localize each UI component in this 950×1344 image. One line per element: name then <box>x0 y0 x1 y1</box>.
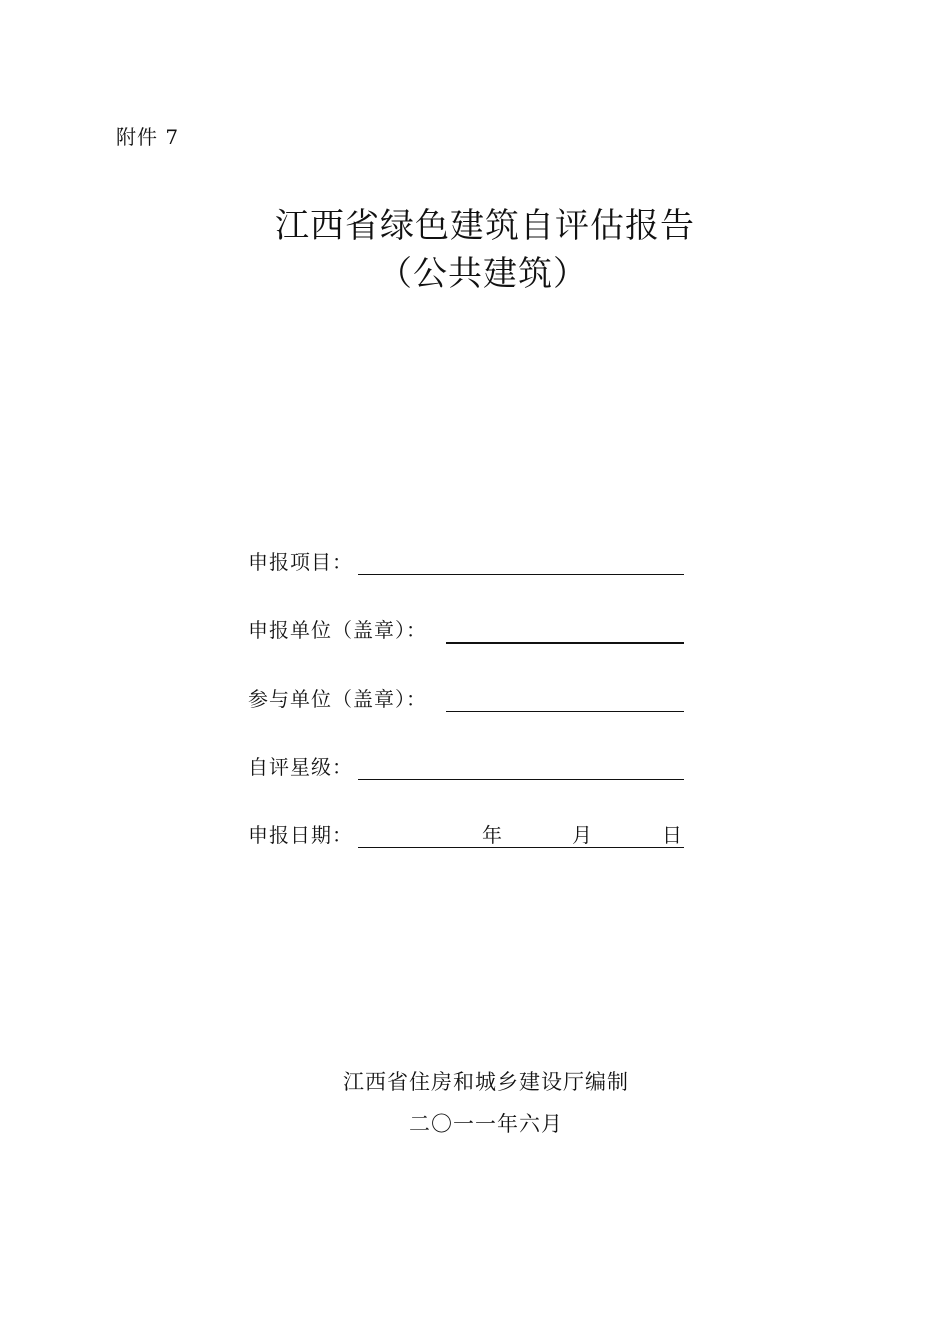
participant-label: 参与单位（盖章）： <box>248 687 427 711</box>
month-label: 月 <box>572 823 592 847</box>
project-label: 申报项目： <box>248 550 353 574</box>
issuing-organization: 江西省住房和城乡建设厅编制 <box>343 1070 629 1094</box>
year-label: 年 <box>482 823 502 847</box>
date-label: 申报日期： <box>248 823 353 847</box>
star-rating-label: 自评星级： <box>248 755 353 779</box>
report-title: 江西省绿色建筑自评估报告 <box>275 206 695 246</box>
date-input-line[interactable] <box>358 847 684 848</box>
participant-input-line[interactable] <box>446 711 684 712</box>
report-subtitle: （公共建筑） <box>378 254 588 294</box>
applicant-input-line[interactable] <box>446 642 684 644</box>
attachment-label: 附件 7 <box>116 125 180 149</box>
project-input-line[interactable] <box>358 574 684 575</box>
applicant-label: 申报单位（盖章）： <box>248 618 427 642</box>
star-rating-input-line[interactable] <box>358 779 684 780</box>
day-label: 日 <box>662 823 682 847</box>
issue-date: 二〇一一年六月 <box>409 1112 563 1136</box>
